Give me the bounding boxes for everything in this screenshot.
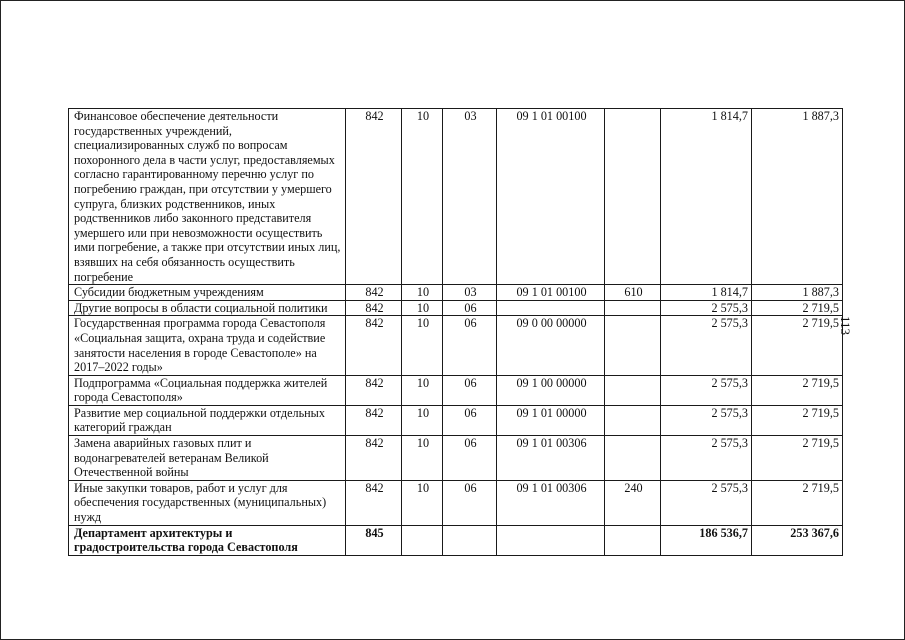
target-article-cell: 09 1 00 00000: [497, 375, 605, 405]
amount-year2-cell: 1 887,3: [752, 285, 843, 301]
amount-year1-cell: 2 575,3: [661, 375, 752, 405]
budget-table: [68, 108, 843, 556]
row-name-cell: Департамент архитектуры и градостроительства города Севастополя: [69, 525, 346, 555]
ministry-code-cell: 842: [346, 480, 402, 525]
section-code-cell: 10: [402, 316, 443, 375]
row-name-cell: Подпрограмма «Социальная поддержка жителей города Севастополя»: [69, 375, 346, 405]
table-row: [69, 316, 843, 375]
target-article-cell: 09 1 01 00306: [497, 480, 605, 525]
amount-year2-cell: 2 719,5: [752, 405, 843, 435]
subsection-code-cell: [443, 525, 497, 555]
section-code-cell: 10: [402, 436, 443, 481]
target-article-cell: 09 0 00 00000: [497, 316, 605, 375]
ministry-code-cell: 842: [346, 285, 402, 301]
table-row: [69, 525, 843, 555]
amount-year1-cell: 2 575,3: [661, 405, 752, 435]
row-name-cell: Замена аварийных газовых плит и водонагревателей ветеранам Великой Отечественной войны: [69, 436, 346, 481]
amount-year1-cell: 1 814,7: [661, 109, 752, 285]
amount-year2-cell: 253 367,6: [752, 525, 843, 555]
amount-year2-cell: 2 719,5: [752, 300, 843, 316]
section-code-cell: [402, 525, 443, 555]
row-name-cell: Иные закупки товаров, работ и услуг для обеспечения государственных (муниципальных) нужд: [69, 480, 346, 525]
expense-type-cell: [605, 316, 661, 375]
ministry-code-cell: 842: [346, 300, 402, 316]
amount-year1-cell: 2 575,3: [661, 300, 752, 316]
section-code-cell: 10: [402, 285, 443, 301]
target-article-cell: [497, 525, 605, 555]
target-article-cell: 09 1 01 00100: [497, 109, 605, 285]
table-body: [69, 109, 843, 556]
target-article-cell: 09 1 01 00306: [497, 436, 605, 481]
subsection-code-cell: 06: [443, 436, 497, 481]
amount-year2-cell: 1 887,3: [752, 109, 843, 285]
subsection-code-cell: 06: [443, 375, 497, 405]
subsection-code-cell: 03: [443, 109, 497, 285]
expense-type-cell: [605, 436, 661, 481]
amount-year1-cell: 1 814,7: [661, 285, 752, 301]
subsection-code-cell: 06: [443, 300, 497, 316]
ministry-code-cell: 842: [346, 436, 402, 481]
amount-year1-cell: 186 536,7: [661, 525, 752, 555]
row-name-cell: Другие вопросы в области социальной политики: [69, 300, 346, 316]
expense-type-cell: [605, 525, 661, 555]
section-code-cell: 10: [402, 300, 443, 316]
expense-type-cell: 610: [605, 285, 661, 301]
amount-year1-cell: 2 575,3: [661, 436, 752, 481]
expense-type-cell: 240: [605, 480, 661, 525]
target-article-cell: [497, 300, 605, 316]
subsection-code-cell: 03: [443, 285, 497, 301]
amount-year1-cell: 2 575,3: [661, 316, 752, 375]
table-row: [69, 375, 843, 405]
table-row: [69, 480, 843, 525]
expense-type-cell: [605, 300, 661, 316]
target-article-cell: 09 1 01 00000: [497, 405, 605, 435]
subsection-code-cell: 06: [443, 316, 497, 375]
row-name-cell: Финансовое обеспечение деятельности государственных учреждений, специализированных служб по вопросам похоронного дела в части услуг, предоставляемых согласно гарантированному перечню услуг по погребению граждан, при отсутствии у умершего супруга, близких родственников, иных родственников либо законного представителя умершего или при невозможности осуществить ими погребение, а также при отсутствии иных лиц, взявших на себя обязанность осуществить погребение: [69, 109, 346, 285]
ministry-code-cell: 842: [346, 405, 402, 435]
section-code-cell: 10: [402, 405, 443, 435]
expense-type-cell: [605, 109, 661, 285]
amount-year1-cell: 2 575,3: [661, 480, 752, 525]
table-row: [69, 300, 843, 316]
row-name-cell: Государственная программа города Севастополя «Социальная защита, охрана труда и содействие занятости населения в городе Севастополе» на 2017–2022 годы»: [69, 316, 346, 375]
page-number: 113: [838, 316, 853, 336]
table-row: [69, 285, 843, 301]
table-row: [69, 436, 843, 481]
table-row: [69, 109, 843, 285]
amount-year2-cell: 2 719,5: [752, 480, 843, 525]
ministry-code-cell: 842: [346, 109, 402, 285]
section-code-cell: 10: [402, 480, 443, 525]
subsection-code-cell: 06: [443, 480, 497, 525]
ministry-code-cell: 845: [346, 525, 402, 555]
target-article-cell: 09 1 01 00100: [497, 285, 605, 301]
expense-type-cell: [605, 405, 661, 435]
subsection-code-cell: 06: [443, 405, 497, 435]
amount-year2-cell: 2 719,5: [752, 436, 843, 481]
expense-type-cell: [605, 375, 661, 405]
row-name-cell: Субсидии бюджетным учреждениям: [69, 285, 346, 301]
section-code-cell: 10: [402, 375, 443, 405]
ministry-code-cell: 842: [346, 375, 402, 405]
ministry-code-cell: 842: [346, 316, 402, 375]
row-name-cell: Развитие мер социальной поддержки отдельных категорий граждан: [69, 405, 346, 435]
amount-year2-cell: 2 719,5: [752, 375, 843, 405]
section-code-cell: 10: [402, 109, 443, 285]
table-row: [69, 405, 843, 435]
amount-year2-cell: 2 719,5: [752, 316, 843, 375]
